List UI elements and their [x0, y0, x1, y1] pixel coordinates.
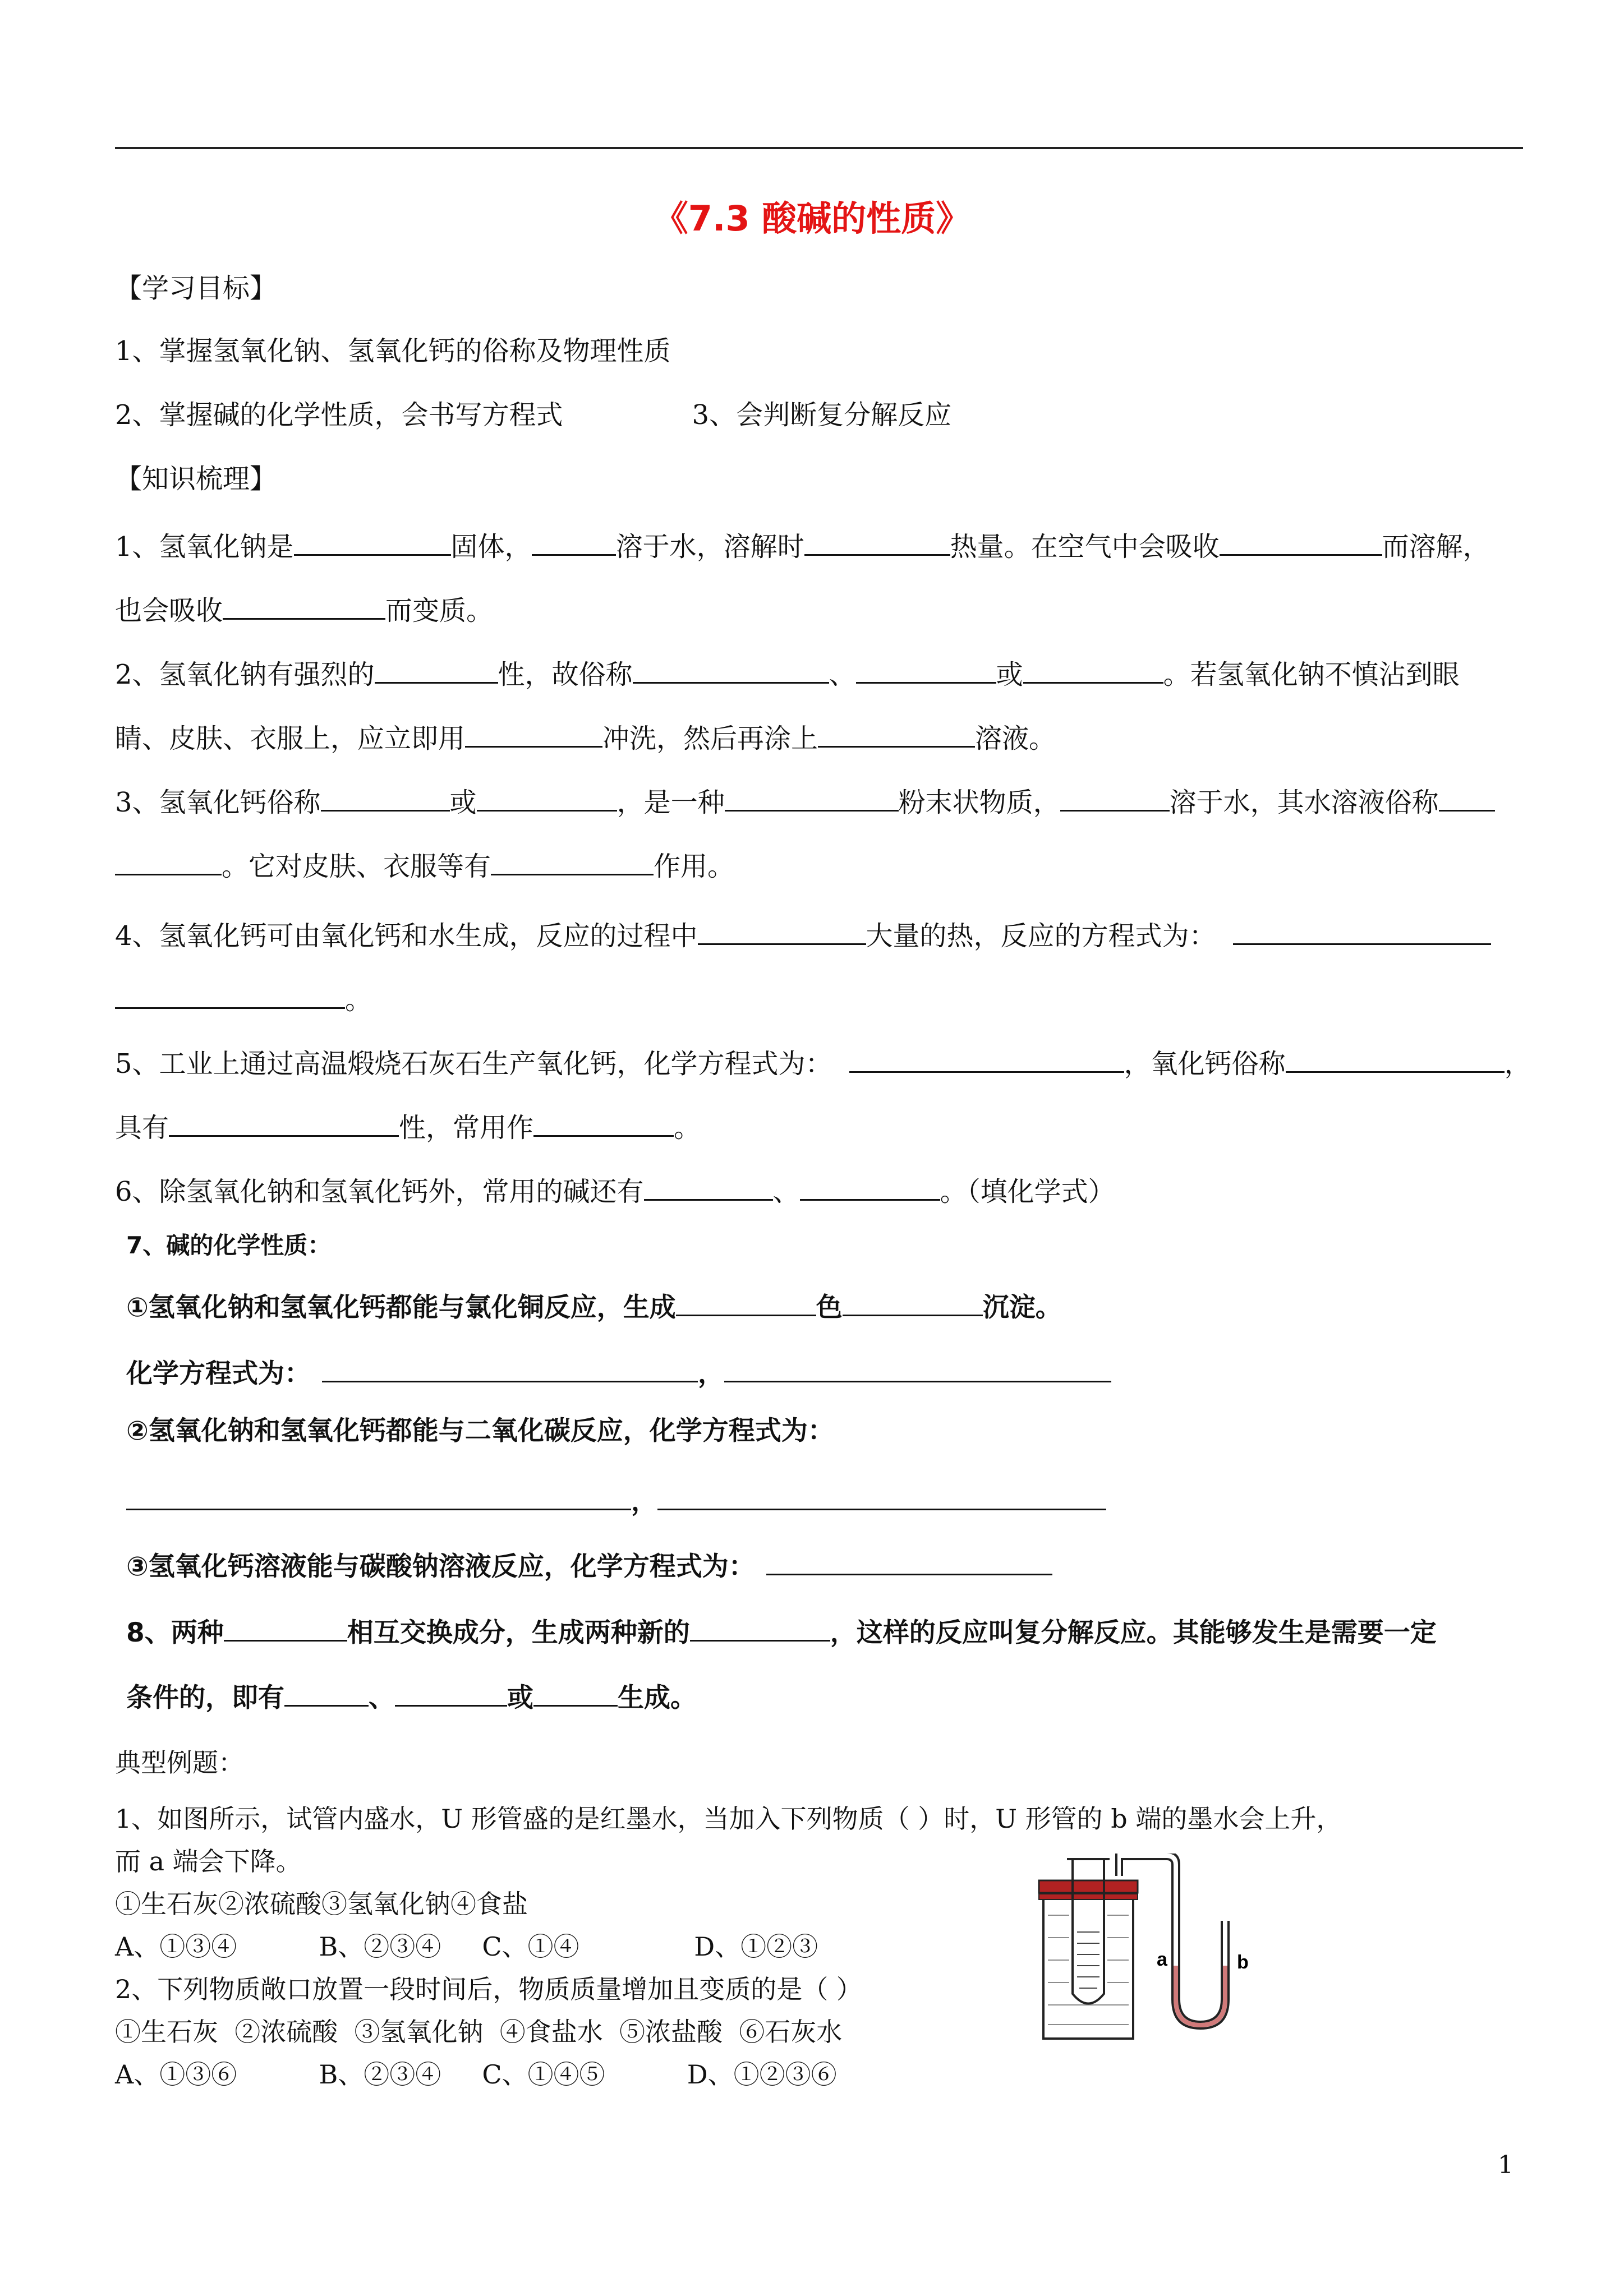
k1-line2 [115, 593, 493, 624]
k8-text-d: 条件的，即有 [126, 1682, 284, 1713]
blank[interactable] [477, 785, 617, 812]
goals-header: 【学习目标】 [115, 273, 277, 304]
k2-text-h: 溶液。 [975, 723, 1056, 754]
rubber-stopper [1039, 1880, 1138, 1893]
blank[interactable] [644, 1174, 773, 1201]
k2-line2 [115, 721, 1056, 752]
blank[interactable] [849, 1046, 1124, 1073]
k7-item3 [126, 1549, 1052, 1580]
k8-text-b: 相互交换成分，生成两种新的 [347, 1617, 690, 1648]
k1-text-g: 而变质。 [385, 595, 494, 626]
blank[interactable] [856, 657, 996, 684]
blank[interactable] [465, 721, 602, 748]
blank[interactable] [321, 785, 450, 812]
k2-text-d: 或 [996, 659, 1023, 690]
k3-text-d: 粉末状物质， [898, 787, 1060, 818]
k7-item2-eq [126, 1484, 1106, 1515]
blank[interactable] [804, 529, 950, 556]
blank[interactable] [766, 1549, 1052, 1575]
k2-text-e: 。若氢氧化钠不慎沾到眼 [1163, 659, 1460, 690]
k5-text-a: 5、工业上通过高温煅烧石灰石生产氧化钙，化学方程式为： [115, 1048, 832, 1080]
k7-item2: ②氢氧化钠和氢氧化钙都能与二氧化碳反应，化学方程式为： [126, 1416, 834, 1446]
blank[interactable] [1233, 919, 1491, 945]
blank[interactable] [115, 983, 345, 1009]
k4-text-c: 。 [345, 984, 372, 1016]
k3-line2 [115, 849, 734, 880]
page-number: 1 [1498, 2151, 1513, 2179]
blank[interactable] [1439, 785, 1495, 812]
blank[interactable] [395, 1680, 507, 1707]
blank[interactable] [676, 1290, 816, 1316]
blank[interactable] [1286, 1046, 1505, 1073]
blank[interactable] [375, 657, 498, 684]
k5-line2 [115, 1110, 701, 1144]
k7-i1-text-a: ①氢氧化钠和氢氧化钙都能与氯化铜反应，生成 [126, 1292, 676, 1323]
k2-text-a: 2、氢氧化钠有强烈的 [115, 659, 375, 690]
blank[interactable] [491, 849, 654, 875]
k8-text-f: 或 [507, 1682, 533, 1713]
stopper-ring [1039, 1894, 1138, 1899]
k2-text-g: 冲洗，然后再涂上 [602, 723, 818, 754]
k2-text-c: 、 [829, 659, 856, 690]
blank[interactable] [1060, 785, 1170, 812]
k6-text-a: 6、除氢氧化钠和氢氧化钙外，常用的碱还有 [115, 1176, 644, 1207]
k7-header: 7、碱的化学性质： [126, 1232, 332, 1259]
q1-line2: 而 a 端会下降。 [115, 1846, 302, 1877]
k4-line2 [115, 983, 372, 1016]
header-rule [115, 147, 1523, 149]
blank[interactable] [698, 919, 866, 945]
k3-line1 [115, 785, 1495, 816]
k7-i1-text-c: 沉淀。 [982, 1292, 1062, 1323]
k6-text-b: 、 [772, 1176, 800, 1207]
label-a: a [1157, 1949, 1167, 1970]
k2-text-f: 睛、皮肤、衣服上，应立即用 [115, 723, 466, 754]
k7-item1 [126, 1290, 1062, 1321]
k4-text-b: 大量的热，反应的方程式为： [866, 920, 1216, 952]
blank[interactable] [223, 593, 385, 620]
goal-2 [115, 399, 952, 431]
q2-line1: 2、下列物质敞口放置一段时间后，物质质量增加且变质的是（ ） [115, 1974, 862, 2004]
blank[interactable] [800, 1174, 940, 1201]
blank[interactable] [169, 1110, 399, 1137]
k6-line [115, 1174, 1115, 1205]
k7-i3-text-a: ③氢氧化钙溶液能与碳酸钠溶液反应，化学方程式为： [126, 1551, 755, 1582]
blank[interactable] [322, 1356, 698, 1382]
blank[interactable] [724, 1356, 1111, 1382]
k3-text-c: ，是一种 [617, 787, 725, 818]
k2-text-b: 性，故俗称 [498, 659, 633, 690]
blank[interactable] [126, 1484, 631, 1510]
blank[interactable] [843, 1290, 983, 1316]
k8-line1 [126, 1615, 1437, 1646]
comma: ， [698, 1358, 724, 1389]
blank[interactable] [294, 529, 451, 556]
k7-item1-eq [126, 1356, 1111, 1387]
blank[interactable] [224, 1615, 347, 1642]
k1-text-e: 而溶解， [1382, 531, 1490, 563]
k1-text-f: 也会吸收 [115, 595, 223, 626]
k5-line1 [115, 1046, 1531, 1080]
blank[interactable] [690, 1615, 830, 1642]
k5-text-b: ，氧化钙俗称 [1124, 1048, 1286, 1080]
comma: ， [631, 1486, 657, 1517]
k3-text-f: 。它对皮肤、衣服等有 [222, 851, 491, 882]
k6-text-c: 。（填化学式） [940, 1176, 1115, 1207]
k4-text-a: 4、氢氧化钙可由氧化钙和水生成，反应的过程中 [115, 920, 698, 952]
k1-text-a: 1、氢氧化钠是 [115, 531, 294, 563]
blank[interactable] [532, 529, 616, 556]
examples-header: 典型例题： [115, 1748, 244, 1778]
blank[interactable] [115, 849, 222, 875]
k3-text-a: 3、氢氧化钙俗称 [115, 787, 321, 818]
page-title: 《7.3 酸碱的性质》 [653, 198, 971, 239]
goal-1: 1、掌握氢氧化钠、氢氧化钙的俗称及物理性质 [115, 335, 671, 367]
k1-line1 [115, 529, 1490, 563]
q1-choices: A、①③④ B、②③④ C、①④ D、①②③ [115, 1931, 818, 1962]
k3-text-b: 或 [449, 787, 477, 818]
blank[interactable] [725, 785, 899, 812]
k1-text-d: 热量。在空气中会吸收 [950, 531, 1220, 563]
bottle-outline [1043, 1887, 1133, 2039]
blank[interactable] [1220, 529, 1382, 556]
k8-text-c: ，这样的反应叫复分解反应。其能够发生是需要一定 [830, 1617, 1437, 1648]
k5-text-f: 。 [674, 1112, 701, 1144]
blank[interactable] [657, 1484, 1106, 1510]
k5-text-c: ， [1504, 1048, 1531, 1080]
k3-text-e: 溶于水，其水溶液俗称 [1169, 787, 1439, 818]
k8-text-e: 、 [369, 1682, 395, 1713]
k8-line2 [126, 1680, 697, 1711]
q1-options: ①生石灰②浓硫酸③氢氧化钠④食盐 [115, 1889, 528, 1919]
k2-line1 [115, 657, 1460, 688]
blank[interactable] [818, 721, 975, 748]
k8-text-g: 生成。 [618, 1682, 697, 1713]
q2-options: ①生石灰 ②浓硫酸 ③氢氧化钠 ④食盐水 ⑤浓盐酸 ⑥石灰水 [115, 2017, 843, 2047]
liquid-in-tube [1077, 1932, 1099, 1988]
label-b: b [1237, 1952, 1249, 1973]
k1-text-b: 固体， [450, 531, 532, 563]
test-tube-u-tube-figure [1032, 1854, 1268, 2044]
goal-2-text: 2、掌握碱的化学性质，会书写方程式 [115, 399, 563, 431]
k3-text-g: 作用。 [654, 851, 735, 882]
k5-text-e: 性，常用作 [399, 1112, 534, 1144]
goal-3-text: 3、会判断复分解反应 [692, 399, 952, 431]
k5-text-d: 具有 [115, 1112, 169, 1144]
blank[interactable] [533, 1110, 674, 1137]
knowledge-header: 【知识梳理】 [115, 463, 277, 495]
k7-i1-text-b: 色 [816, 1292, 843, 1323]
blank[interactable] [633, 657, 829, 684]
blank[interactable] [1023, 657, 1163, 684]
blank[interactable] [284, 1680, 369, 1707]
blank[interactable] [533, 1680, 618, 1707]
k7-i1-text-d: 化学方程式为： [126, 1358, 311, 1389]
q2-choices: A、①③⑥ B、②③④ C、①④⑤ D、①②③⑥ [115, 2059, 837, 2090]
k4-line1 [115, 919, 1491, 952]
k1-text-c: 溶于水，溶解时 [615, 531, 804, 563]
q1-line1: 1、如图所示，试管内盛水，U 形管盛的是红墨水，当加入下列物质（ ）时，U 形管的 b 端的墨水会上升， [115, 1804, 1342, 1834]
k8-text-a: 8、两种 [126, 1617, 224, 1648]
